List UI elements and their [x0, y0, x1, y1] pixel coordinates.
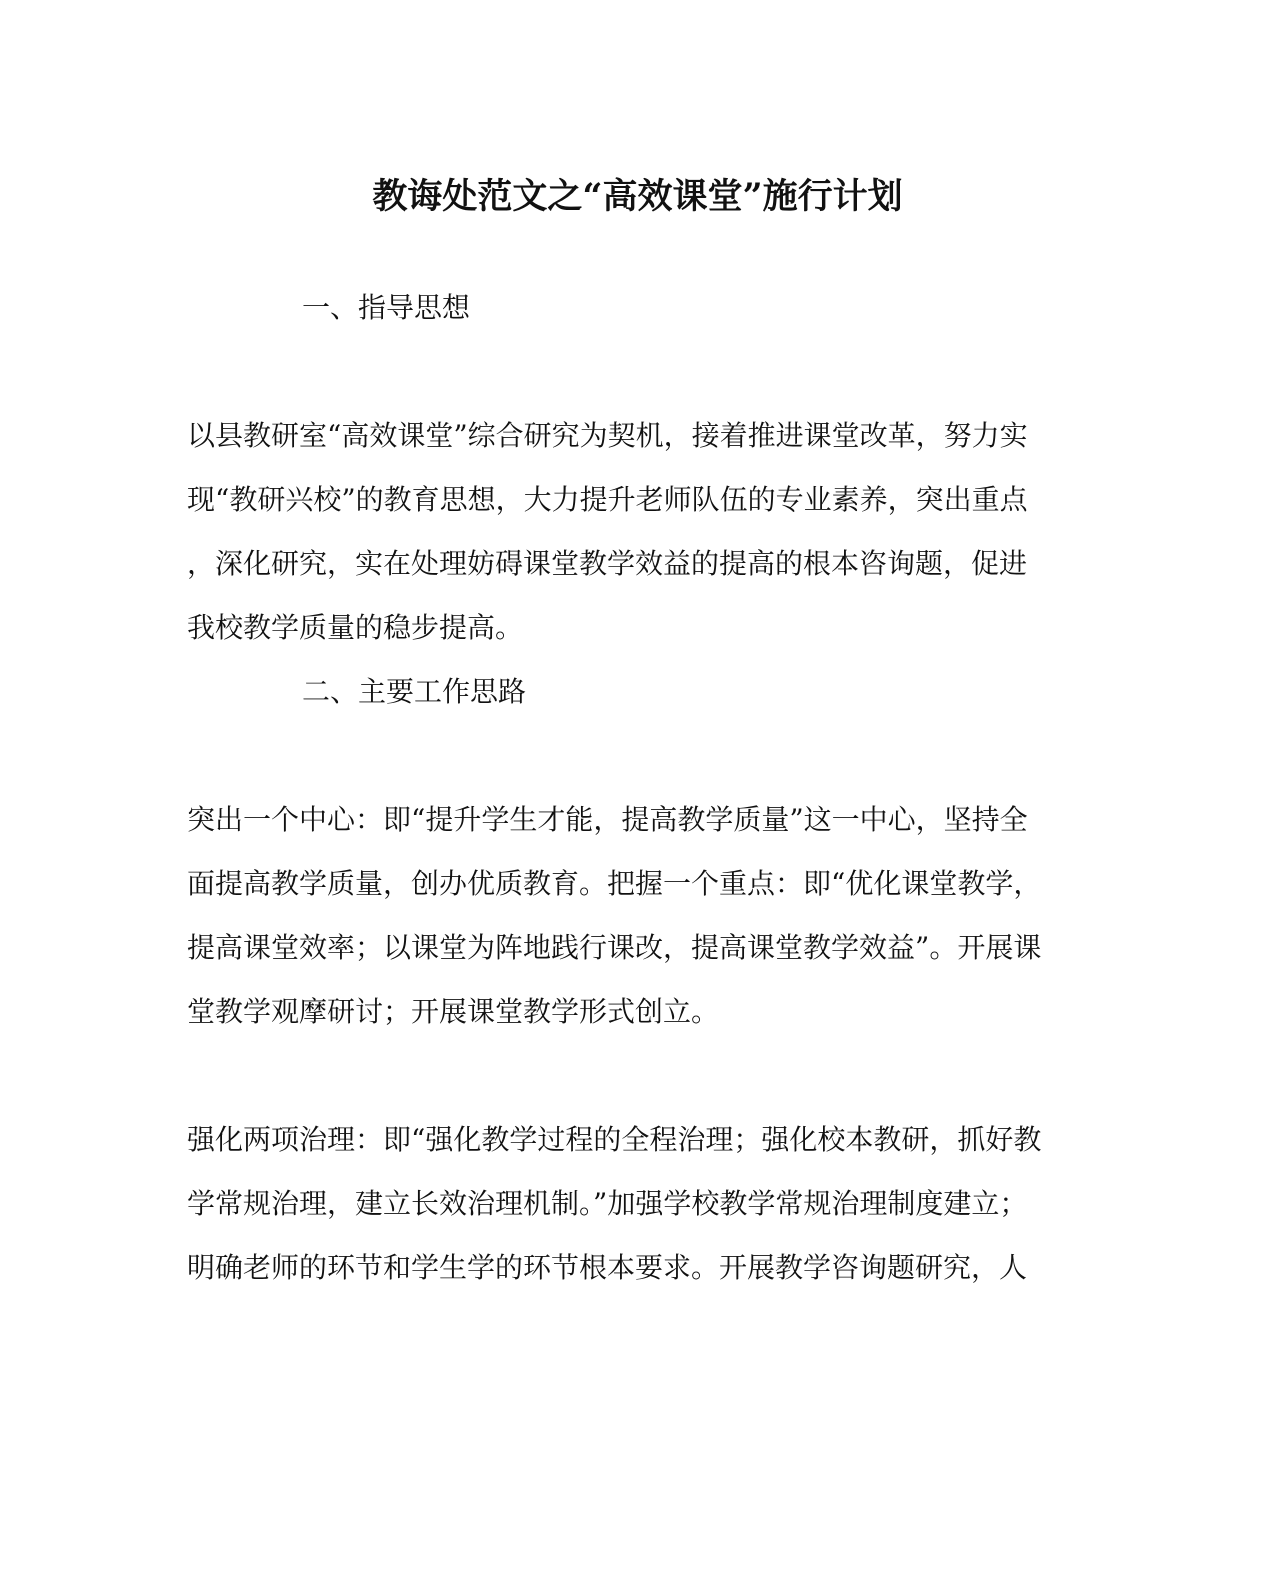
section-heading-main-work-ideas: 二、主要工作思路	[302, 675, 527, 708]
paragraph-two-managements	[187, 1108, 1067, 1300]
paragraph-line: ，深化研究，实在处理妨碍课堂教学效益的提高的根本咨询题，促进	[187, 547, 1028, 580]
paragraph-line: 现“教研兴校”的教育思想，大力提升老师队伍的专业素养，突出重点	[187, 483, 1028, 516]
paragraph-line: 以县教研室“高效课堂”综合研究为契机，接着推进课堂改革，努力实	[187, 419, 1028, 452]
paragraph-line: 面提高教学质量，创办优质教育。把握一个重点：即“优化课堂教学，	[187, 867, 1042, 900]
paragraph-line: 突出一个中心：即“提升学生才能，提高教学质量”这一中心，坚持全	[187, 803, 1028, 836]
paragraph-line: 堂教学观摩研讨；开展课堂教学形式创立。	[187, 995, 720, 1028]
paragraph-line: 学常规治理，建立长效治理机制。”加强学校教学常规治理制度建立；	[187, 1187, 1028, 1220]
paragraph-line: 我校教学质量的稳步提高。	[187, 611, 524, 644]
paragraph-line: 明确老师的环节和学生学的环节根本要求。开展教学咨询题研究，人	[187, 1251, 1028, 1284]
paragraph-guiding-ideology	[187, 404, 1067, 660]
document-title: 教诲处范文之“高效课堂”施行计划	[372, 176, 903, 217]
paragraph-line: 提高课堂效率；以课堂为阵地践行课改，提高课堂教学效益”。开展课	[187, 931, 1042, 964]
paragraph-line: 强化两项治理：即“强化教学过程的全程治理；强化校本教研，抓好教	[187, 1123, 1042, 1156]
section-heading-guiding-ideology: 一、指导思想	[302, 291, 471, 324]
paragraph-one-center	[187, 788, 1067, 1044]
